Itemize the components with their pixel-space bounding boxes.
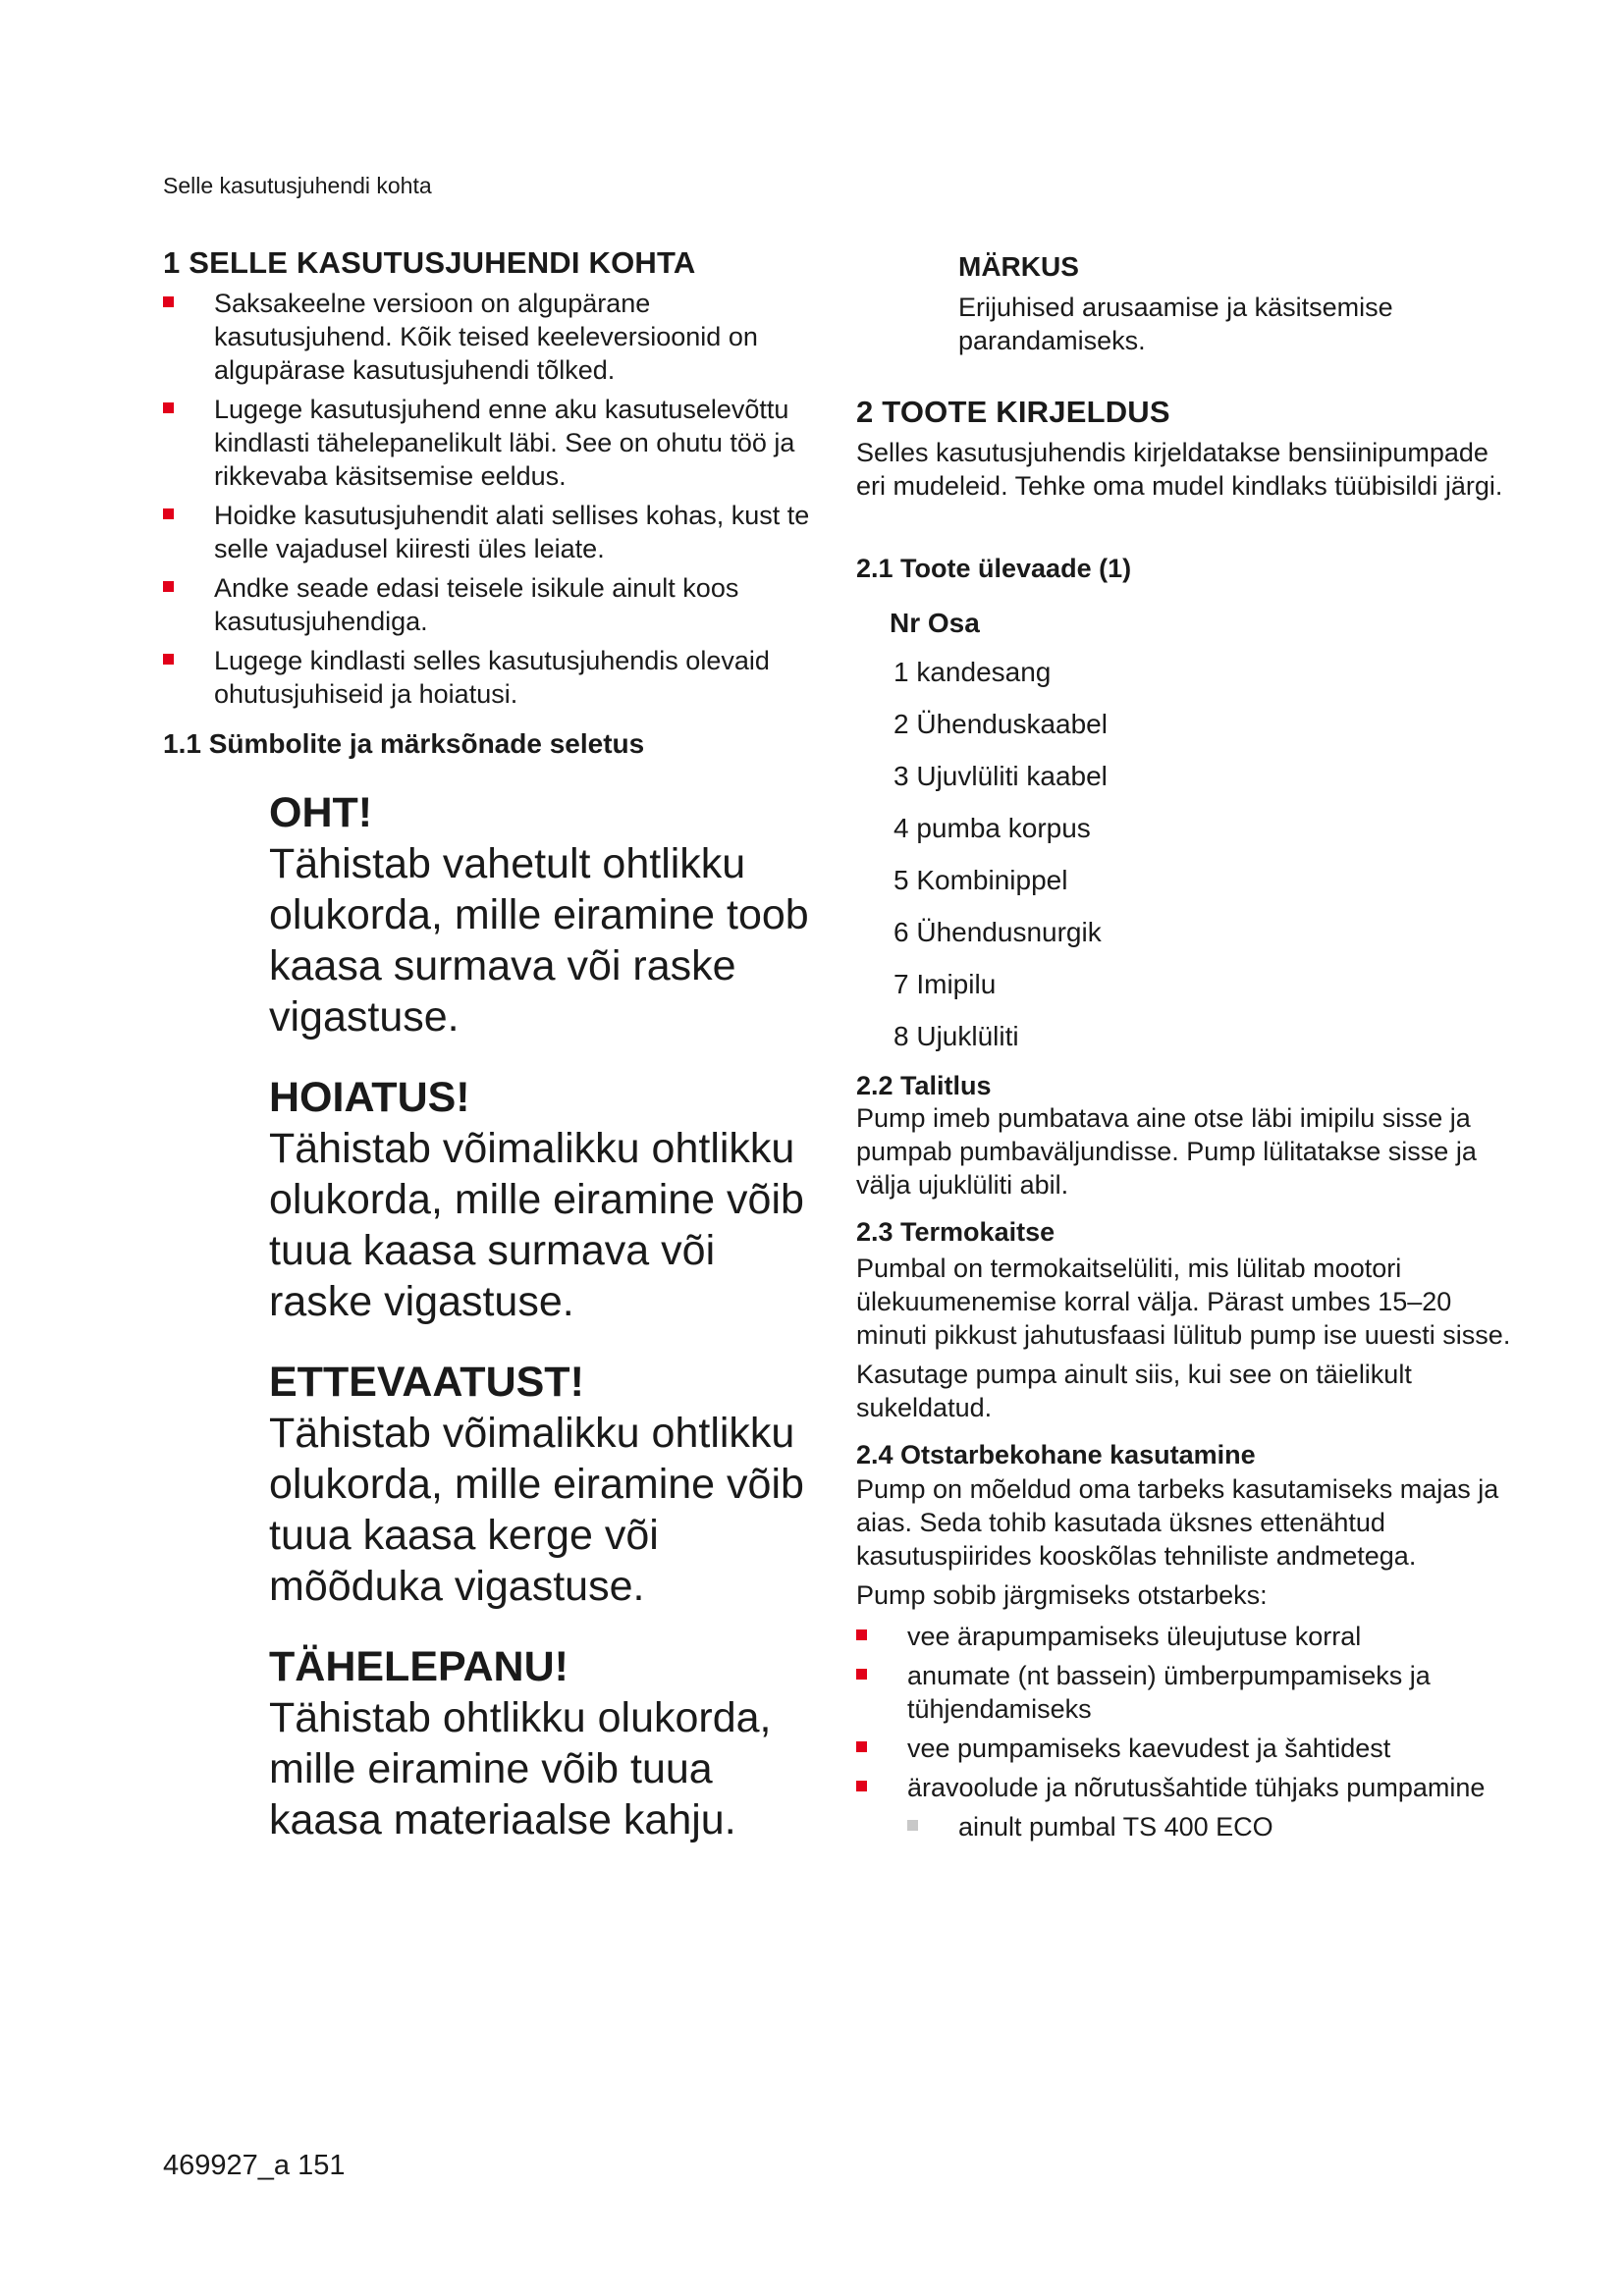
part-number: 7 xyxy=(893,969,909,999)
section-2-3-text-2: Kasutage pumpa ainult siis, kui see on täielikult sukeldatud. xyxy=(856,1360,1412,1422)
signal-word: HOIATUS! xyxy=(269,1074,470,1121)
list-item: Lugege kindlasti selles kasutusjuhendis olevaid ohutusjuhiseid ja hoiatusi. xyxy=(163,644,811,711)
part-name: Ühendusnurgik xyxy=(916,917,1102,947)
part-name: Ühenduskaabel xyxy=(916,709,1108,739)
table-row xyxy=(886,709,1108,761)
section-2-4-text: Pump on mõeldud oma tarbeks kasutamiseks majas ja aias. Seda tohib kasutada üksnes ettenähtud kasutuspiirides kooskõlas tehniliste andmetega. xyxy=(856,1474,1499,1571)
bullet-square-icon xyxy=(163,581,174,592)
list-item: Saksakeelne versioon on algupärane kasutusjuhend. Kõik teised keeleversioonid on algupärase kasutusjuhendi tõlked. xyxy=(163,287,811,387)
section-1-bullets xyxy=(163,287,811,711)
right-column xyxy=(856,251,1514,1849)
signal-warning xyxy=(269,1072,811,1327)
signal-description: Tähistab vahetult ohtlikku olukorda, mille eiramine toob kaasa surmava või raske vigastuse. xyxy=(269,840,809,1041)
note-title: MÄRKUS xyxy=(958,251,1079,282)
list-item: ainult pumbal TS 400 ECO xyxy=(856,1810,1514,1843)
list-item: Andke seade edasi teisele isikule ainult koos kasutusjuhendiga. xyxy=(163,571,811,638)
signal-description: Tähistab võimalikku ohtlikku olukorda, mille eiramine võib tuua kaasa surmava või raske vigastuse. xyxy=(269,1125,804,1325)
bullet-square-icon xyxy=(856,1781,867,1791)
part-name: Ujuvlüliti kaabel xyxy=(916,761,1108,791)
table-row xyxy=(886,761,1108,813)
table-row xyxy=(886,1021,1108,1073)
bullet-square-icon xyxy=(163,508,174,519)
bullet-square-icon xyxy=(856,1741,867,1752)
section-2-4-text-2: Pump sobib järgmiseks otstarbeks: xyxy=(856,1580,1268,1610)
part-number: 2 xyxy=(893,709,909,739)
page-footer: 469927_a 151 xyxy=(163,2150,346,2181)
signal-notice xyxy=(269,1641,811,1845)
table-header-row xyxy=(886,608,1108,657)
part-name: pumba korpus xyxy=(916,813,1091,843)
table-row xyxy=(886,969,1108,1021)
bullet-square-icon xyxy=(163,654,174,665)
part-number: 3 xyxy=(893,761,909,791)
part-number: 6 xyxy=(893,917,909,947)
signal-description: Tähistab võimalikku ohtlikku olukorda, mille eiramine võib tuua kaasa kerge või mõõduka vigastuse. xyxy=(269,1410,804,1610)
section-2-2-text: Pump imeb pumbatava aine otse läbi imipilu sisse ja pumpab pumbaväljundisse. Pump lülitatakse sisse ja välja ujuklüliti abil. xyxy=(856,1103,1477,1200)
signal-caution xyxy=(269,1357,811,1612)
part-number: 1 xyxy=(893,657,909,687)
table-row xyxy=(886,917,1108,969)
section-2-4-bullets xyxy=(856,1620,1514,1804)
table-row xyxy=(886,865,1108,917)
part-number: 8 xyxy=(893,1021,909,1051)
part-name: Imipilu xyxy=(916,969,997,999)
note-block xyxy=(958,251,1514,357)
section-2-3-text: Pumbal on termokaitselüliti, mis lülitab mootori ülekuumenemise korral välja. Pärast umbes 15–20 minuti pikkust jahutusfaasi lülitub pump ise uuesti sisse. xyxy=(856,1254,1511,1350)
bullet-square-icon xyxy=(163,402,174,413)
section-2-title: 2 TOOTE KIRJELDUS xyxy=(856,395,1170,429)
part-name: Ujuklüliti xyxy=(916,1021,1019,1051)
list-item: vee pumpamiseks kaevudest ja šahtidest xyxy=(856,1732,1514,1765)
part-name: Kombinippel xyxy=(916,865,1068,895)
part-number: 5 xyxy=(893,865,909,895)
section-2-2-title: 2.2 Talitlus xyxy=(856,1071,992,1100)
list-item: äravoolude ja nõrutusšahtide tühjaks pumpamine xyxy=(856,1771,1514,1804)
list-item: vee ärapumpamiseks üleujutuse korral xyxy=(856,1620,1514,1653)
section-2-4-title: 2.4 Otstarbekohane kasutamine xyxy=(856,1440,1256,1469)
table-row xyxy=(886,657,1108,709)
signal-word: OHT! xyxy=(269,789,373,836)
list-item: anumate (nt bassein) ümberpumpamiseks ja tühjendamiseks xyxy=(856,1659,1514,1726)
list-item: Hoidke kasutusjuhendit alati sellises kohas, kust te selle vajadusel kiiresti üles leiate. xyxy=(163,499,811,565)
left-column xyxy=(163,245,811,1845)
bullet-square-icon xyxy=(163,296,174,307)
section-2-1-title: 2.1 Toote ülevaade (1) xyxy=(856,554,1132,583)
part-name: kandesang xyxy=(916,657,1052,687)
column-header-nr: Nr Osa xyxy=(890,608,980,638)
signal-word: ETTEVAATUST! xyxy=(269,1359,584,1406)
section-1-1-title: 1.1 Sümbolite ja märksõnade seletus xyxy=(163,728,645,759)
running-header: Selle kasutusjuhendi kohta xyxy=(163,173,432,198)
bullet-square-icon xyxy=(856,1669,867,1680)
bullet-square-icon xyxy=(856,1629,867,1640)
section-2-4-sub-bullets xyxy=(856,1810,1514,1843)
signal-danger xyxy=(269,787,811,1042)
section-2-text: Selles kasutusjuhendis kirjeldatakse bensiinipumpade eri mudeleid. Tehke oma mudel kindlaks tüübisildi järgi. xyxy=(856,438,1503,501)
section-2-3-title: 2.3 Termokaitse xyxy=(856,1217,1056,1247)
part-number: 4 xyxy=(893,813,909,843)
signal-description: Tähistab ohtlikku olukorda, mille eiramine võib tuua kaasa materiaalse kahju. xyxy=(269,1694,772,1843)
note-text: Erijuhised arusaamise ja käsitsemise parandamiseks. xyxy=(958,293,1393,355)
list-item: Lugege kasutusjuhend enne aku kasutuselevõttu kindlasti tähelepanelikult läbi. See on ohutu töö ja rikkevaba käsitsemise eeldus. xyxy=(163,393,811,493)
signal-word: TÄHELEPANU! xyxy=(269,1643,568,1690)
sub-bullet-square-icon xyxy=(907,1820,918,1831)
table-row xyxy=(886,813,1108,865)
parts-table xyxy=(886,608,1108,1073)
section-1-title: 1 SELLE KASUTUSJUHENDI KOHTA xyxy=(163,245,696,280)
